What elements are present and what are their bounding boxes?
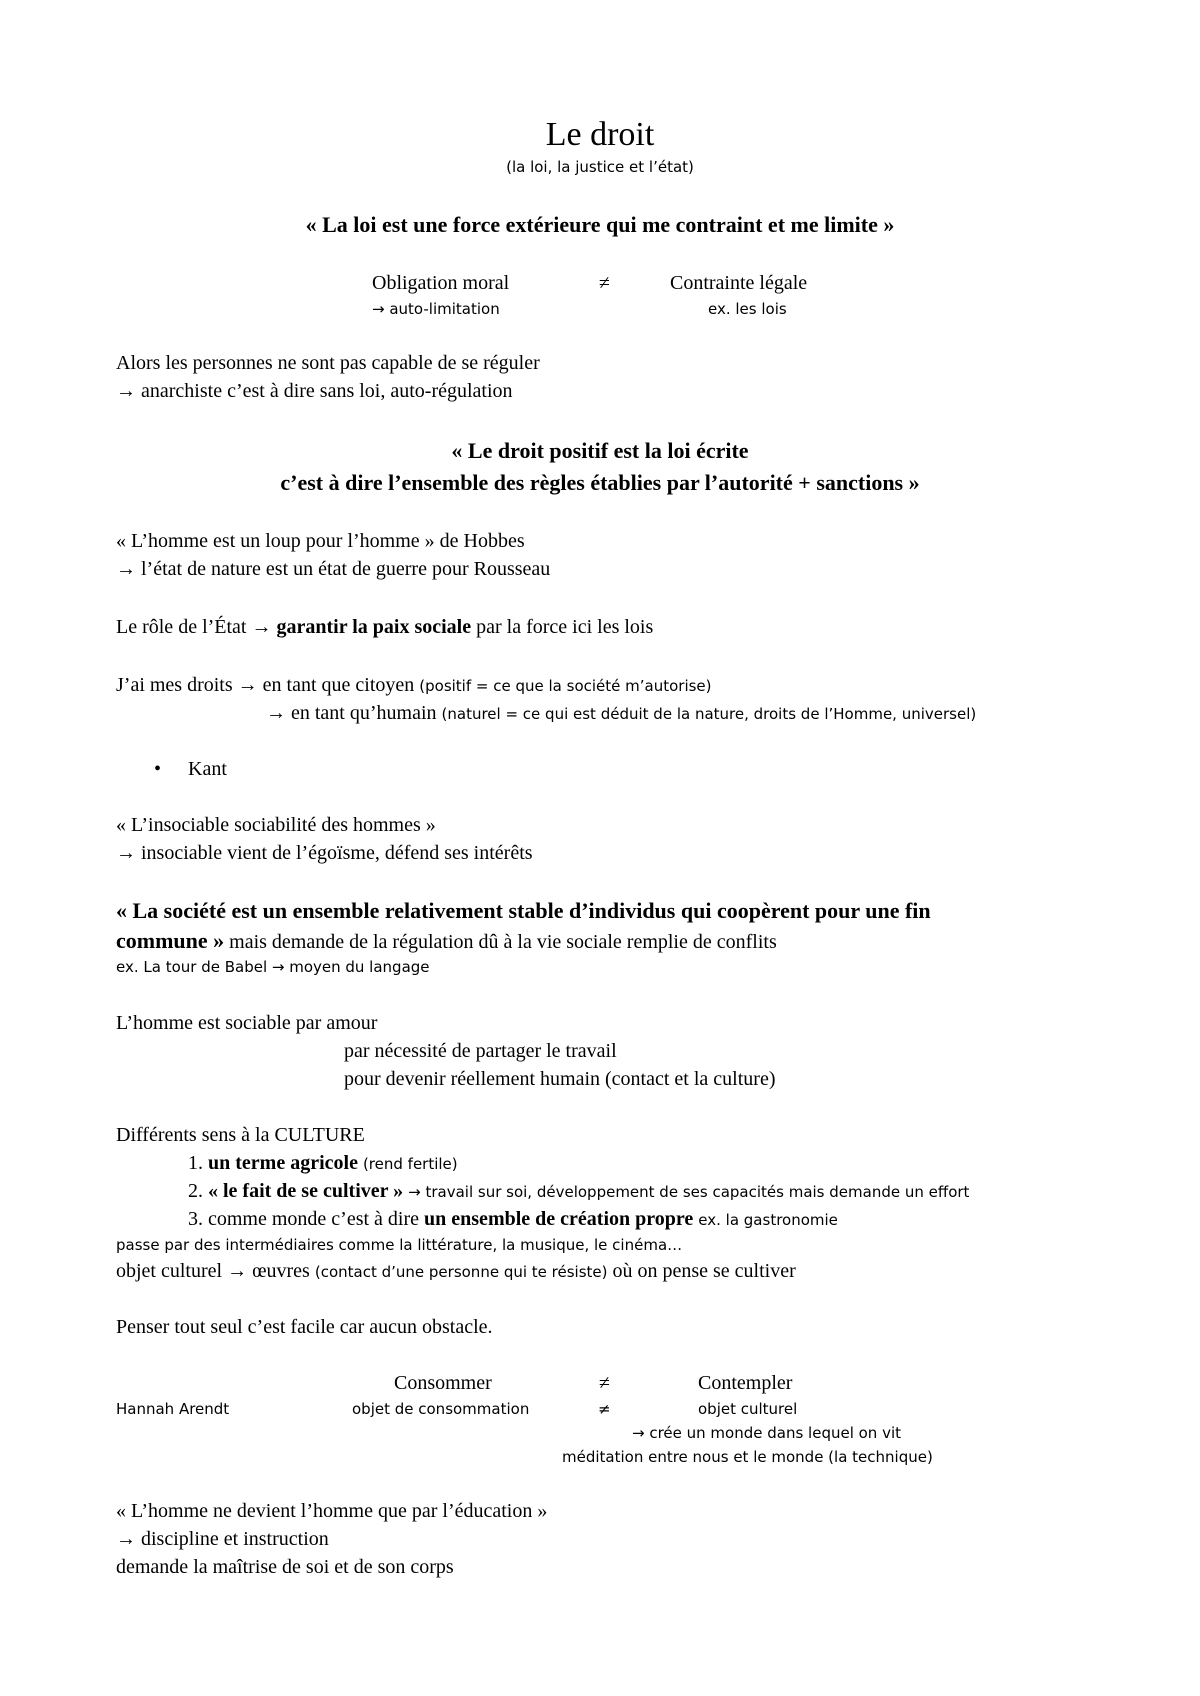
contrainte-legale-label: Contrainte légale bbox=[670, 272, 808, 294]
objet-culturel-end: où on pense se cultiver bbox=[607, 1260, 796, 1282]
droits-citoyen-line bbox=[116, 674, 712, 697]
objet-culturel-main: objet culturel → œuvres bbox=[116, 1260, 315, 1282]
droits-humain-main: → en tant qu’humain bbox=[266, 702, 442, 724]
insociable-egoisme: → insociable vient de l’égoïsme, défend ses intérêts bbox=[116, 842, 533, 864]
discipline-instruction: → discipline et instruction bbox=[116, 1528, 329, 1550]
quote-societe-commune: commune » bbox=[116, 928, 225, 953]
culture-item-3-pre: comme monde c’est à dire bbox=[208, 1208, 425, 1230]
contempler-label: Contempler bbox=[698, 1372, 793, 1394]
culture-item-1 bbox=[188, 1152, 458, 1175]
bullet-point: • bbox=[154, 758, 162, 780]
culture-item-1-num: 1. bbox=[188, 1152, 208, 1174]
culture-item-1-note: (rend fertile) bbox=[362, 1155, 458, 1173]
rousseau-line: → l’état de nature est un état de guerre pour Rousseau bbox=[116, 558, 551, 580]
quote-education: « L’homme ne devient l’homme que par l’éducation » bbox=[116, 1500, 548, 1522]
quote-droit-positif-line2: c’est à dire l’ensemble des règles établies par l’autorité + sanctions » bbox=[280, 470, 920, 495]
babel-example: ex. La tour de Babel → moyen du langage bbox=[116, 958, 430, 976]
maitrise-de-soi: demande la maîtrise de soi et de son corps bbox=[116, 1556, 454, 1578]
role-etat-line bbox=[116, 616, 653, 639]
culture-item-3 bbox=[188, 1208, 838, 1231]
document-title: Le droit bbox=[545, 116, 655, 153]
droits-humain-note: (naturel = ce qui est déduit de la nature, droits de l’Homme, universel) bbox=[441, 705, 977, 723]
objet-culturel-line bbox=[116, 1260, 796, 1283]
droits-citoyen-main: J’ai mes droits → en tant que citoyen bbox=[116, 674, 420, 696]
societe-regulation: mais demande de la régulation dû à la vie sociale remplie de conflits bbox=[224, 931, 777, 953]
quote-societe-line2 bbox=[116, 928, 777, 954]
droits-citoyen-note: (positif = ce que la société m’autorise) bbox=[419, 677, 712, 695]
hannah-arendt-label: Hannah Arendt bbox=[116, 1400, 230, 1418]
sociable-travail: par nécessité de partager le travail bbox=[344, 1040, 617, 1062]
quote-droit-positif-line1: « Le droit positif est la loi écrite bbox=[451, 438, 749, 463]
objet-consommation-note: objet de consommation bbox=[352, 1400, 530, 1418]
paragraph-reguler: Alors les personnes ne sont pas capable de se réguler bbox=[116, 352, 540, 374]
not-equal-sign-2: ≠ bbox=[599, 1372, 610, 1394]
culture-item-2-num: 2. bbox=[188, 1180, 208, 1202]
paragraph-anarchiste: → anarchiste c’est à dire sans loi, auto-régulation bbox=[116, 380, 513, 402]
culture-item-2-bold: « le fait de se cultiver » bbox=[208, 1180, 404, 1202]
culture-item-3-bold: un ensemble de création propre bbox=[424, 1208, 694, 1230]
objet-culturel-note-2: objet culturel bbox=[698, 1400, 798, 1418]
intermediaires-line: passe par des intermédiaires comme la littérature, la musique, le cinéma… bbox=[116, 1236, 683, 1254]
sociable-humain: pour devenir réellement humain (contact et la culture) bbox=[344, 1068, 776, 1090]
auto-limitation-note: → auto-limitation bbox=[372, 300, 500, 318]
document-subtitle: (la loi, la justice et l’état) bbox=[506, 158, 694, 176]
quote-insociable: « L’insociable sociabilité des hommes » bbox=[116, 814, 436, 836]
sociable-amour: L’homme est sociable par amour bbox=[116, 1012, 378, 1034]
culture-intro: Différents sens à la CULTURE bbox=[116, 1124, 365, 1146]
penser-seul: Penser tout seul c’est facile car aucun obstacle. bbox=[116, 1316, 493, 1338]
les-lois-note: ex. les lois bbox=[708, 300, 787, 318]
quote-societe-line1: « La société est un ensemble relativement stable d’individus qui coopèrent pour une fin bbox=[116, 898, 931, 923]
culture-item-2-note: → travail sur soi, développement de ses capacités mais demande un effort bbox=[408, 1183, 970, 1201]
cree-un-monde-note: → crée un monde dans lequel on vit bbox=[632, 1424, 902, 1442]
not-equal-sign: ≠ bbox=[599, 272, 610, 294]
objet-culturel-note: (contact d’une personne qui te résiste) bbox=[314, 1263, 608, 1281]
consommer-label: Consommer bbox=[394, 1372, 492, 1394]
droits-humain-line bbox=[266, 702, 976, 725]
culture-item-3-num: 3. bbox=[188, 1208, 208, 1230]
culture-item-1-bold: un terme agricole bbox=[208, 1152, 358, 1174]
role-etat-bold: garantir la paix sociale bbox=[276, 616, 472, 638]
not-equal-sign-3: ≠ bbox=[598, 1400, 611, 1418]
quote-hobbes: « L’homme est un loup pour l’homme » de Hobbes bbox=[116, 530, 525, 552]
role-etat-prefix: Le rôle de l’État → bbox=[116, 616, 277, 638]
culture-item-2 bbox=[188, 1180, 969, 1203]
quote-loi-force: « La loi est une force extérieure qui me contraint et me limite » bbox=[305, 212, 895, 237]
culture-item-3-note: ex. la gastronomie bbox=[698, 1211, 838, 1229]
role-etat-suffix: par la force ici les lois bbox=[471, 616, 654, 638]
kant-label: Kant bbox=[188, 758, 227, 780]
meditation-note: méditation entre nous et le monde (la technique) bbox=[562, 1448, 933, 1466]
obligation-morale-label: Obligation moral bbox=[372, 272, 510, 294]
